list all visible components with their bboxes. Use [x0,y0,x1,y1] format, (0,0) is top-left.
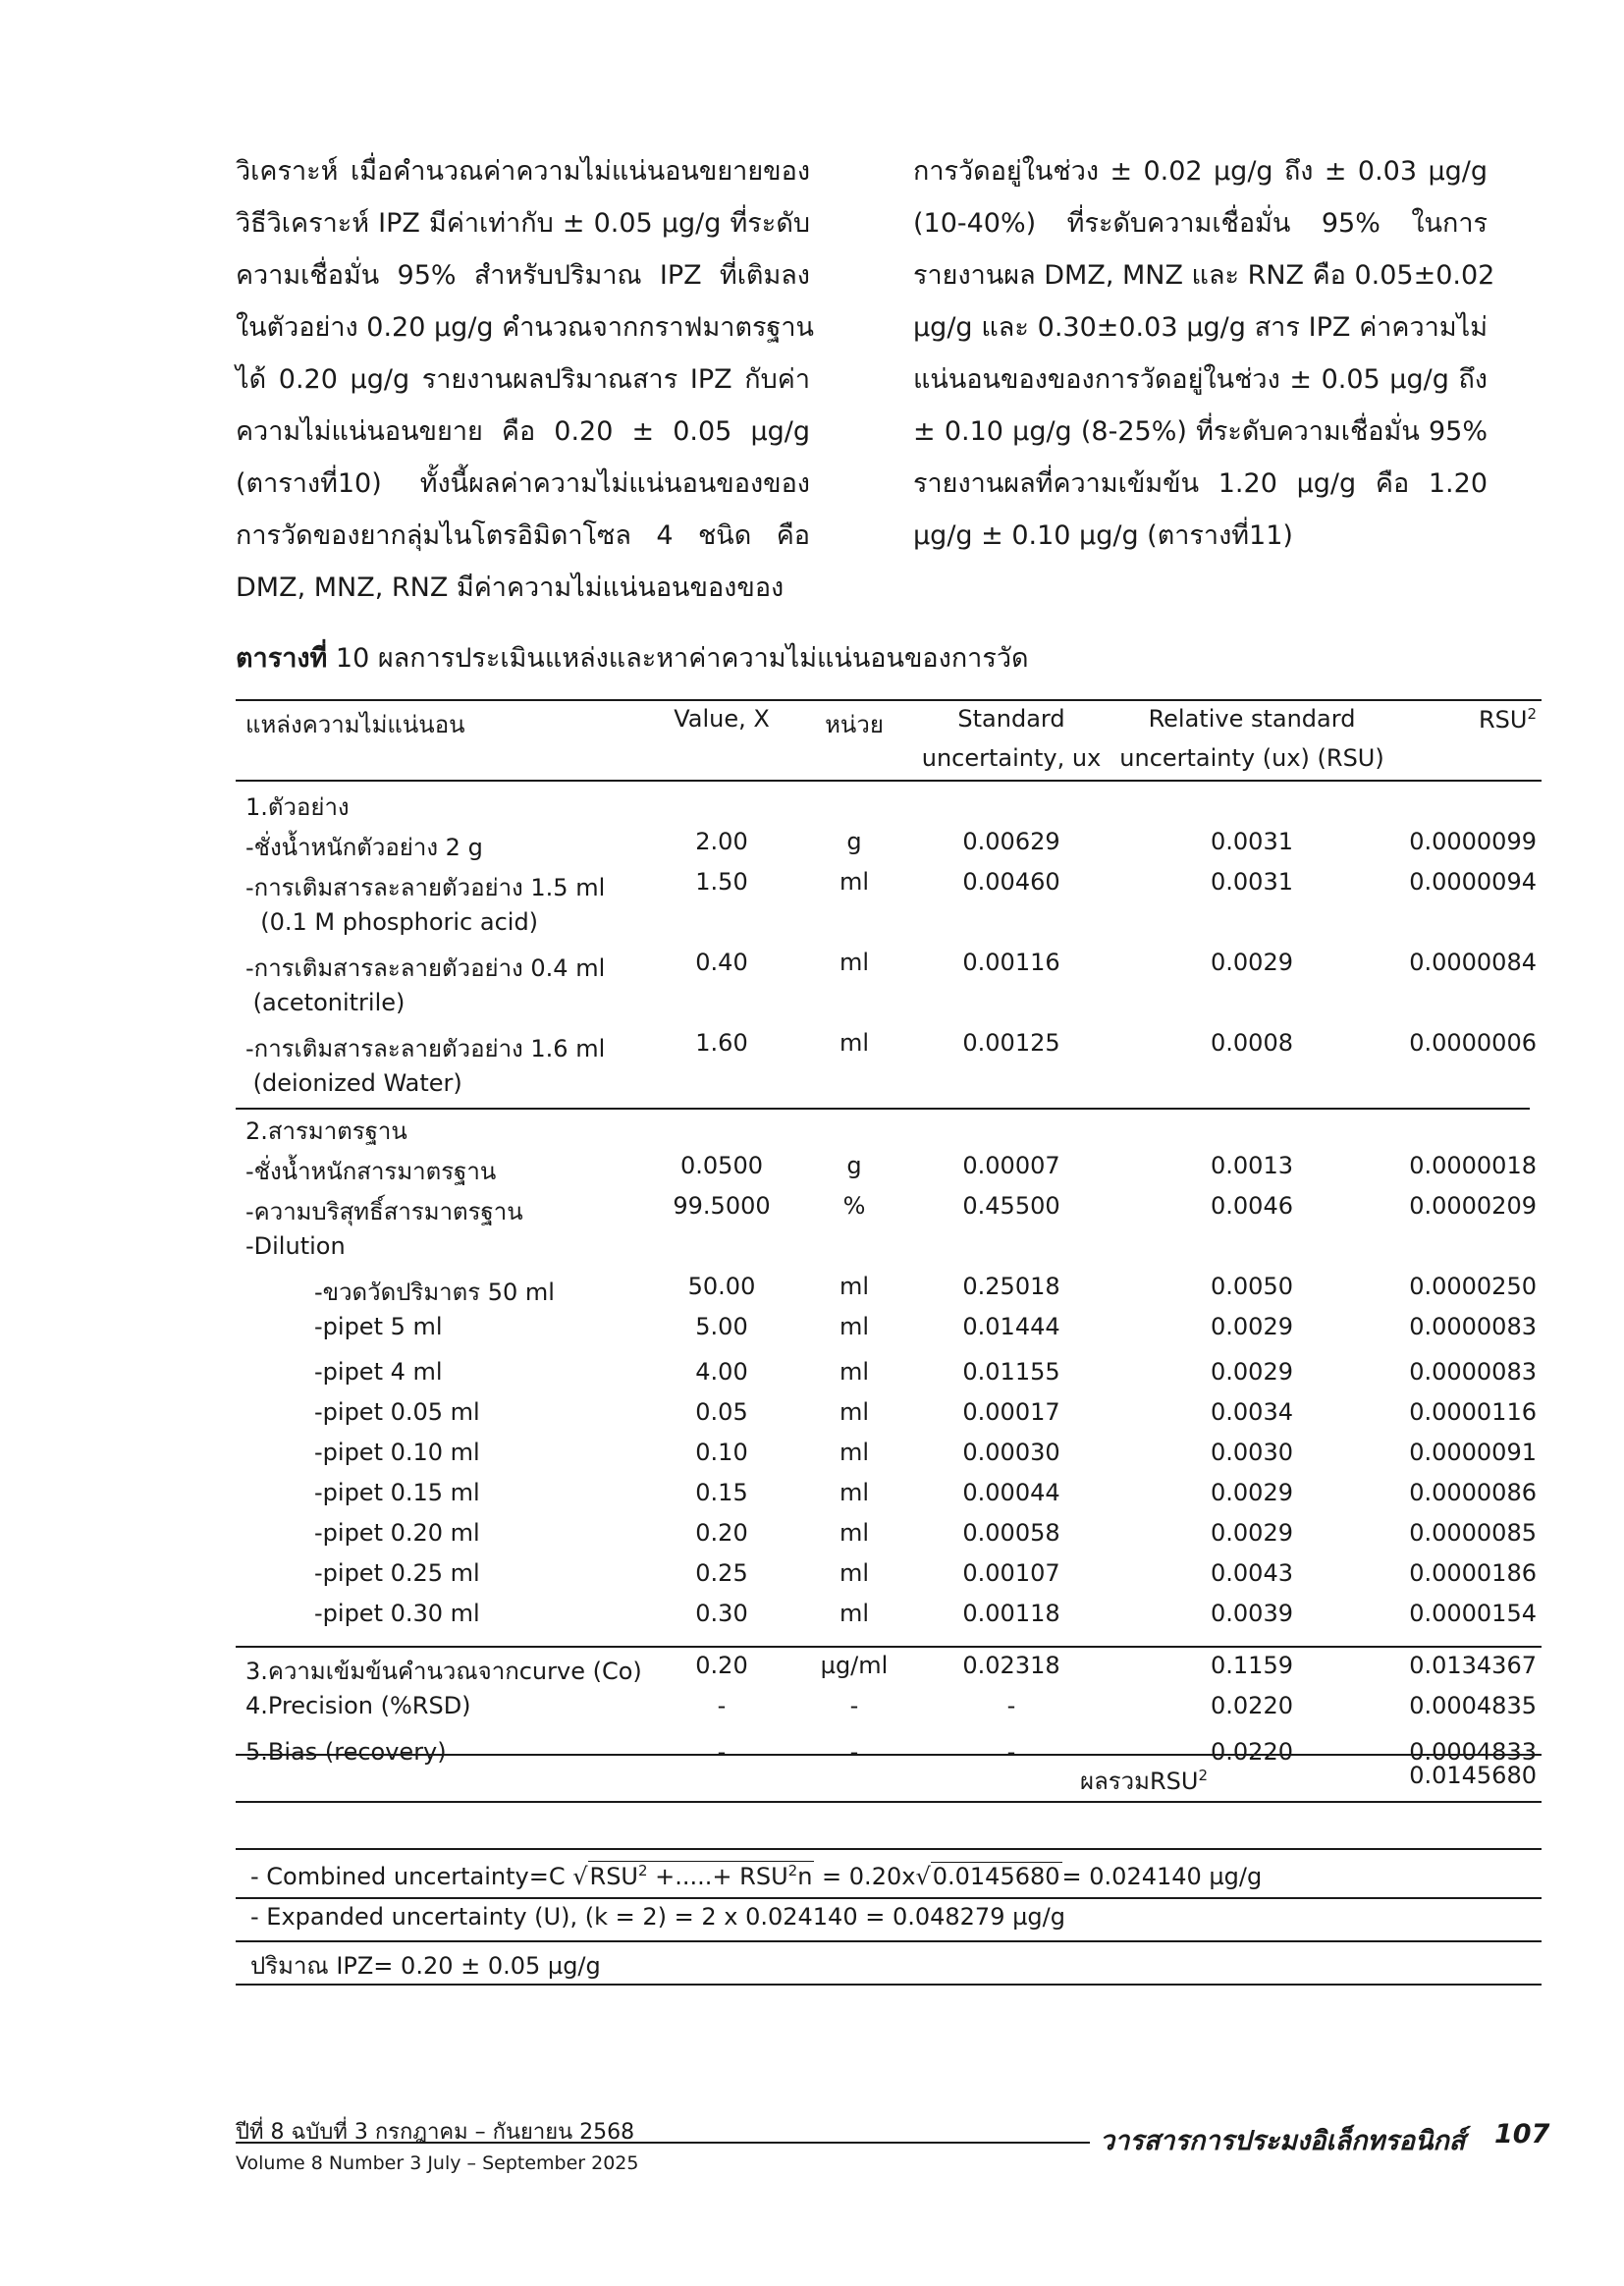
calc-rad1-b: +.....+ RSU [647,1863,788,1890]
body-left-column [236,145,814,614]
cell-value: 0.05 [695,1398,748,1426]
header-value: Value, X [674,705,770,733]
cell-value: - [717,1738,727,1766]
cell-rsu2: 0.0004835 [1409,1692,1537,1719]
cell-value: 0.30 [695,1600,748,1627]
page-number: 107 [1494,2119,1550,2150]
cell-rel: 0.0029 [1211,1479,1293,1506]
table-caption-text: 10 ผลการประเมินแหล่งและหาค่าความไม่แน่นอนของการวัด [327,643,1029,674]
header-unit: หน่วย [825,711,884,738]
cell-std: 0.45500 [962,1192,1060,1220]
body-left-line: DMZ, MNZ, RNZ มีค่าความไม่แน่นอนของของ [236,572,785,603]
cell-std: 0.00460 [962,868,1060,896]
header-std-line1: Standard [957,705,1065,733]
header-rsu2-main: RSU [1478,706,1528,734]
table-caption [236,636,1029,679]
calc-line1-c: = 0.024140 µg/g [1061,1863,1263,1890]
cell-std: 0.00030 [962,1439,1060,1466]
cell-source: 3.ความเข้มข้นคำนวณจากcurve (Co) [245,1658,642,1685]
header-source: แหล่งความไม่แน่นอน [245,711,465,738]
body-left-line: ในตัวอย่าง 0.20 µg/g คำนวณจากกราฟมาตรฐาน [236,312,814,343]
calc-top-rule [236,1848,1542,1850]
sum-value: 0.0145680 [1409,1762,1537,1789]
cell-unit: ml [839,1398,870,1426]
body-left-line: วิธีวิเคราะห์ IPZ มีค่าเท่ากับ ± 0.05 µg/g ที่ระดับ [236,208,810,239]
footer-issue-thai: ปีที่ 8 ฉบับที่ 3 กรกฎาคม – กันยายน 2568 [236,2120,635,2145]
body-left-line: (ตารางที่10) ทั้งนี้ผลค่าความไม่แน่นอนของของ [236,468,810,499]
cell-unit: g [846,1152,862,1179]
cell-rsu2: 0.0000091 [1409,1439,1537,1466]
calc-rad1-c: n [797,1863,813,1890]
header-bottom-rule [236,780,1542,782]
cell-value: 5.00 [695,1313,748,1340]
table-row [236,908,1542,948]
cell-source: -Dilution [245,1232,346,1260]
cell-unit: ml [839,1519,870,1547]
calc-rule-3 [236,1940,1542,1942]
cell-source: 1.ตัวอย่าง [245,793,350,821]
cell-std: 0.00118 [962,1600,1060,1627]
cell-std: 0.00107 [962,1559,1060,1587]
table-row [236,1029,1542,1068]
cell-unit: % [842,1192,866,1220]
calc-bottom-rule [236,1984,1542,1986]
cell-unit: ml [839,1439,870,1466]
cell-rel: 0.0220 [1211,1692,1293,1719]
table-row [236,1652,1542,1691]
cell-source: -ความบริสุทธิ์สารมาตรฐาน [245,1198,523,1225]
cell-source: -pipet 4 ml [314,1358,443,1386]
expanded-uncertainty-line: - Expanded uncertainty (U), (k = 2) = 2 x 0.024140 = 0.048279 µg/g [250,1903,1065,1931]
cell-unit: µg/ml [820,1652,889,1679]
cell-unit: ml [839,1273,870,1300]
calc-rad1-sup1: 2 [638,1862,648,1879]
cell-rel: 0.0029 [1211,1358,1293,1386]
cell-std: 0.00629 [962,828,1060,855]
header-std-line2: uncertainty, ux [921,744,1102,772]
cell-source: 5.Bias (recovery) [245,1738,447,1766]
table-row [236,1069,1542,1109]
cell-unit: ml [839,1559,870,1587]
calc-line1-a: - Combined uncertainty=C [250,1863,573,1890]
calc-line1-b: = 0.20x [814,1863,916,1890]
table-row [236,989,1542,1028]
cell-value: 99.5000 [673,1192,771,1220]
cell-unit: ml [839,1600,870,1627]
table-row [236,1479,1542,1518]
table-row [236,1358,1542,1397]
body-left-line: วิเคราะห์ เมื่อคำนวณค่าความไม่แน่นอนขยายของ [236,156,810,187]
cell-std: 0.01444 [962,1313,1060,1340]
cell-rel: 0.0013 [1211,1152,1293,1179]
body-right-line: การวัดอยู่ในช่วง ± 0.02 µg/g ถึง ± 0.03 µg/g [913,156,1488,187]
cell-value: 0.0500 [680,1152,763,1179]
body-right-line: รายงานผล DMZ, MNZ และ RNZ คือ 0.05±0.02 [913,260,1495,291]
body-right-line: (10-40%) ที่ระดับความเชื่อมั่น 95% ในการ [913,208,1488,239]
cell-value: 2.00 [695,828,748,855]
table-row [236,1112,1542,1151]
cell-rel: 0.0008 [1211,1029,1293,1057]
cell-value: 0.25 [695,1559,748,1587]
section2-rule [236,1646,1542,1648]
cell-source: -การเติมสารละลายตัวอย่าง 1.5 ml [245,874,606,901]
cell-value: - [717,1692,727,1719]
cell-rel: 0.0029 [1211,949,1293,976]
table-row [236,1313,1542,1352]
table-row [236,828,1542,867]
header-rsu2 [1394,705,1537,734]
body-right-line: ± 0.10 µg/g (8-25%) ที่ระดับความเชื่อมั่น 95% [913,416,1488,447]
calc-rad1-a: RSU [589,1863,638,1890]
cell-source: 2.สารมาตรฐาน [245,1117,407,1145]
cell-rsu2: 0.0000006 [1409,1029,1537,1057]
sum-bottom-rule [236,1801,1542,1803]
cell-source: -pipet 5 ml [314,1313,443,1340]
cell-value: 50.00 [687,1273,756,1300]
cell-source: -pipet 0.20 ml [314,1519,480,1547]
cell-std: 0.01155 [962,1358,1060,1386]
sum-top-rule [236,1754,1542,1756]
cell-value: 4.00 [695,1358,748,1386]
cell-rsu2: 0.0000209 [1409,1192,1537,1220]
cell-source: -pipet 0.30 ml [314,1600,480,1627]
table-row [236,1152,1542,1191]
cell-unit: - [849,1692,859,1719]
body-right-line: µg/g ± 0.10 µg/g (ตารางที่11) [913,520,1293,551]
cell-value: 0.40 [695,949,748,976]
footer-journal-name: วารสารการประมงอิเล็กทรอนิกส์ [1100,2126,1466,2156]
body-right-line: µg/g และ 0.30±0.03 µg/g สาร IPZ ค่าความไม่ [913,312,1488,343]
cell-std: - [1006,1738,1016,1766]
cell-unit: ml [839,1479,870,1506]
cell-rsu2: 0.0000094 [1409,868,1537,896]
body-left-line: การวัดของยากลุ่มไนโตรอิมิดาโซล 4 ชนิด คือ [236,520,810,551]
body-left-line: ได้ 0.20 µg/g รายงานผลปริมาณสาร IPZ กับค่า [236,364,810,395]
calc-rule-2 [236,1897,1542,1899]
sum-label-main: ผลรวมRSU [1080,1768,1199,1795]
cell-source: -pipet 0.10 ml [314,1439,480,1466]
body-right-column [913,145,1495,562]
cell-value: 1.60 [695,1029,748,1057]
section1-rule [236,1108,1530,1110]
cell-rsu2: 0.0000018 [1409,1152,1537,1179]
table-top-rule [236,699,1542,701]
cell-value: 0.20 [695,1652,748,1679]
cell-source: (0.1 M phosphoric acid) [245,908,539,936]
cell-rsu2: 0.0000083 [1409,1358,1537,1386]
cell-rel: 0.0039 [1211,1600,1293,1627]
cell-std: 0.00125 [962,1029,1060,1057]
cell-unit: ml [839,949,870,976]
cell-source: (deionized Water) [245,1069,462,1097]
radical-rsu [588,1861,815,1890]
table-row [236,1692,1542,1731]
cell-unit: ml [839,868,870,896]
cell-std: - [1006,1692,1016,1719]
body-left-line: ความไม่แน่นอนขยาย คือ 0.20 ± 0.05 µg/g [236,416,810,447]
sum-label-sup: 2 [1198,1767,1208,1784]
cell-source: -ขวดวัดปริมาตร 50 ml [314,1279,555,1306]
cell-rel: 0.0029 [1211,1519,1293,1547]
header-rel-line2: uncertainty (ux) (RSU) [1119,744,1384,772]
table-caption-label: ตารางที่ [236,643,328,674]
cell-source: -pipet 0.15 ml [314,1479,480,1506]
cell-rel: 0.0030 [1211,1439,1293,1466]
cell-source: -การเติมสารละลายตัวอย่าง 0.4 ml [245,954,606,982]
table-row [236,1398,1542,1438]
cell-std: 0.00007 [962,1152,1060,1179]
body-left-line: ความเชื่อมั่น 95% สำหรับปริมาณ IPZ ที่เติมลง [236,260,810,291]
cell-value: 0.15 [695,1479,748,1506]
cell-value: 1.50 [695,868,748,896]
cell-rel: 0.0046 [1211,1192,1293,1220]
cell-source: -pipet 0.25 ml [314,1559,480,1587]
table-row [236,788,1542,827]
body-right-line: แน่นอนของของการวัดอยู่ในช่วง ± 0.05 µg/g ถึง [913,364,1488,395]
cell-rsu2: 0.0134367 [1409,1652,1537,1679]
table-row [236,1232,1542,1272]
combined-uncertainty-line: - Combined uncertainty=C $√RSU^2$ +.....+ $RSU^2n = 0.20x√0.0145680= 0.024140$ µg/g [250,1862,1263,1890]
cell-source: -ชั่งน้ำหนักตัวอย่าง 2 g [245,834,483,861]
cell-std: 0.02318 [962,1652,1060,1679]
body-right-line: รายงานผลที่ความเข้มข้น 1.20 µg/g คือ 1.20 [913,468,1488,499]
cell-source: (acetonitrile) [245,989,406,1016]
cell-rsu2: 0.0000085 [1409,1519,1537,1547]
table-row [236,1439,1542,1478]
table-row [236,1273,1542,1312]
cell-rsu2: 0.0000154 [1409,1600,1537,1627]
cell-value: 0.20 [695,1519,748,1547]
table-row [236,949,1542,988]
cell-rsu2: 0.0000250 [1409,1273,1537,1300]
cell-rel: 0.0043 [1211,1559,1293,1587]
cell-rsu2: 0.0000086 [1409,1479,1537,1506]
footer-rule [236,2142,1090,2144]
cell-rsu2: 0.0000116 [1409,1398,1537,1426]
cell-source: 4.Precision (%RSD) [245,1692,471,1719]
table-row [236,1559,1542,1599]
cell-std: 0.00058 [962,1519,1060,1547]
cell-std: 0.00017 [962,1398,1060,1426]
cell-rsu2: 0.0000083 [1409,1313,1537,1340]
cell-source: -ชั่งน้ำหนักสารมาตรฐาน [245,1158,497,1185]
cell-std: 0.00116 [962,949,1060,976]
table-row [236,1519,1542,1558]
cell-rel: 0.1159 [1211,1652,1293,1679]
header-rel-line1: Relative standard [1148,705,1356,733]
table-row [236,868,1542,907]
header-rsu2-sup: 2 [1527,705,1537,723]
cell-unit: g [846,828,862,855]
ipz-amount-line: ปริมาณ IPZ= 0.20 ± 0.05 µg/g [250,1952,601,1980]
table-row [236,1192,1542,1231]
cell-rsu2: 0.0004833 [1409,1738,1537,1766]
cell-rel: 0.0029 [1211,1313,1293,1340]
cell-rsu2: 0.0000099 [1409,828,1537,855]
cell-rsu2: 0.0000186 [1409,1559,1537,1587]
cell-unit: ml [839,1029,870,1057]
cell-unit: ml [839,1313,870,1340]
cell-unit: ml [839,1358,870,1386]
cell-rel: 0.0031 [1211,828,1293,855]
radical-value: 0.0145680 [932,1863,1060,1890]
cell-rsu2: 0.0000084 [1409,949,1537,976]
cell-rel: 0.0031 [1211,868,1293,896]
cell-rel: 0.0220 [1211,1738,1293,1766]
cell-source: -การเติมสารละลายตัวอย่าง 1.6 ml [245,1035,606,1062]
table-row [236,1600,1542,1639]
cell-value: 0.10 [695,1439,748,1466]
cell-rel: 0.0050 [1211,1273,1293,1300]
sum-label [1080,1762,1208,1800]
cell-source: -pipet 0.05 ml [314,1398,480,1426]
cell-std: 0.00044 [962,1479,1060,1506]
cell-std: 0.25018 [962,1273,1060,1300]
cell-rel: 0.0034 [1211,1398,1293,1426]
footer-issue-english: Volume 8 Number 3 July – September 2025 [236,2152,639,2174]
calc-rad1-sup2: 2 [787,1862,798,1879]
cell-unit: - [849,1738,859,1766]
